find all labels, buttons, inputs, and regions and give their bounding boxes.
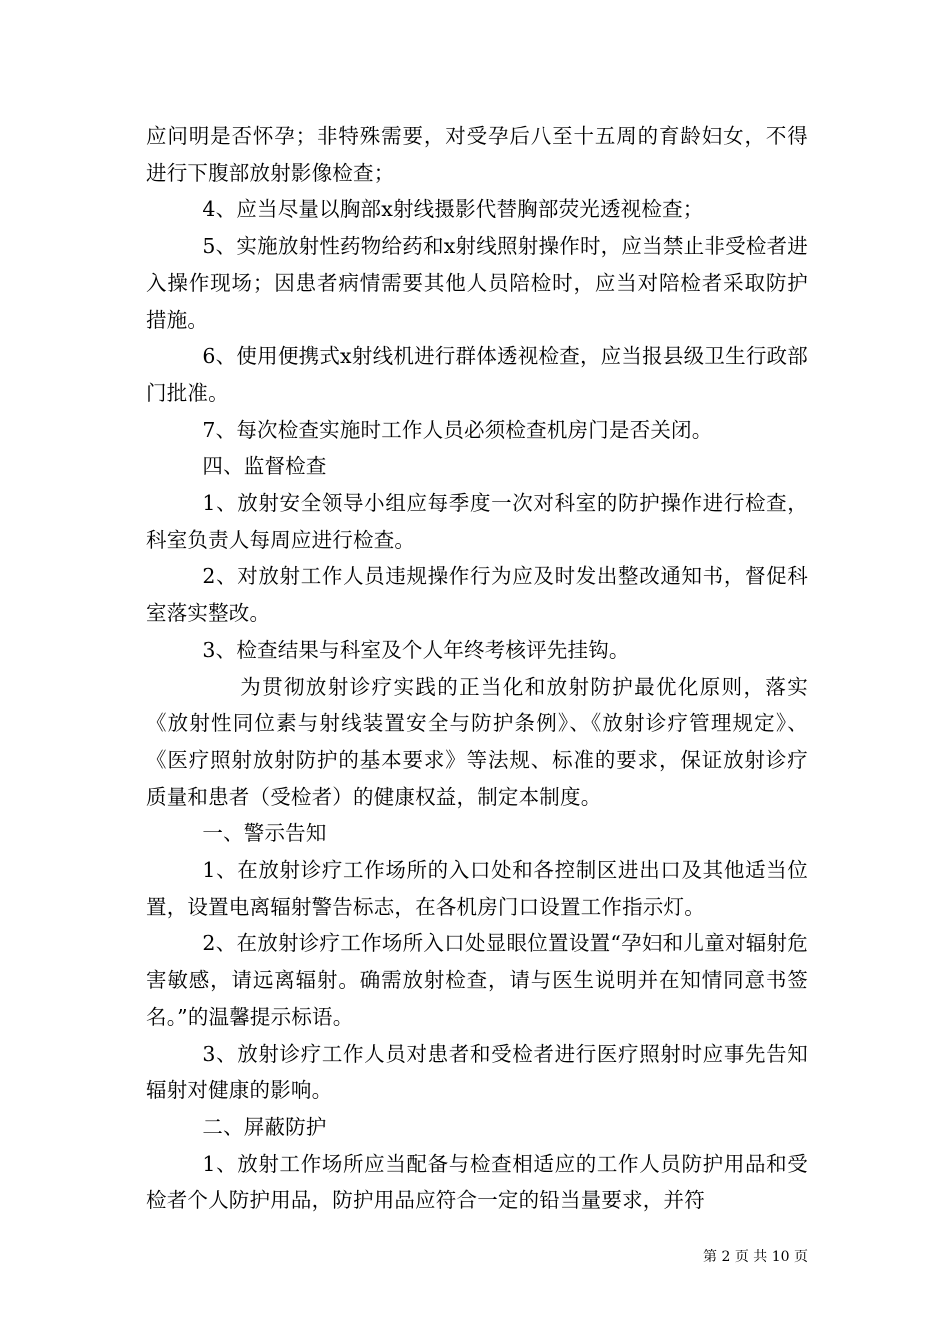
- paragraph-intro: 为贯彻放射诊疗实践的正当化和放射防护最优化原则，落实《放射性同位素与射线装置安全与防护条例》、《放射诊疗管理规定》、《医疗照射放射防护的基本要求》等法规、标准的要求，保证放射诊疗质量和患者（受检者）的健康权益，制定本制度。: [146, 674, 808, 809]
- paragraph-supervision-2: 2、对放射工作人员违规操作行为应及时发出整改通知书，督促科室落实整改。: [146, 564, 808, 626]
- paragraph-pregnancy-inquiry: 应问明是否怀孕；非特殊需要，对受孕后八至十五周的育龄妇女，不得进行下腹部放射影像检查；: [146, 124, 808, 185]
- paragraph-shielding-1: 1、放射工作场所应当配备与检查相适应的工作人员防护用品和受检者个人防护用品，防护用品应符合一定的铅当量要求，并符: [146, 1151, 808, 1213]
- paragraph-item-6: 6、使用便携式x射线机进行群体透视检查，应当报县级卫生行政部门批准。: [146, 344, 808, 405]
- section-heading-warning: 一、警示告知: [202, 821, 327, 846]
- paragraph-item-5: 5、实施放射性药物给药和x射线照射操作时，应当禁止非受检者进入操作现场；因患者病情需要其他人员陪检时，应当对陪检者采取防护措施。: [146, 234, 808, 332]
- paragraph-warning-3: 3、放射诊疗工作人员对患者和受检者进行医疗照射时应事先告知辐射对健康的影响。: [146, 1041, 808, 1103]
- paragraph-supervision-3: 3、检查结果与科室及个人年终考核评先挂钩。: [202, 637, 630, 662]
- section-heading-shielding: 二、屏蔽防护: [202, 1114, 327, 1139]
- paragraph-warning-2: 2、在放射诊疗工作场所入口处显眼位置设置“孕妇和儿童对辐射危害敏感，请远离辐射。确需放射检查，请与医生说明并在知情同意书签名。”的温馨提示标语。: [146, 931, 808, 1029]
- paragraph-item-4: 4、应当尽量以胸部x射线摄影代替胸部荧光透视检查；: [202, 197, 704, 222]
- page-number-footer: 第 2 页 共 10 页: [703, 1249, 808, 1265]
- section-heading-supervision: 四、监督检查: [202, 454, 327, 479]
- document-body: [146, 118, 808, 1219]
- paragraph-warning-1: 1、在放射诊疗工作场所的入口处和各控制区进出口及其他适当位置，设置电离辐射警告标志，在各机房门口设置工作指示灯。: [146, 858, 808, 919]
- paragraph-item-7: 7、每次检查实施时工作人员必须检查机房门是否关闭。: [202, 417, 713, 442]
- paragraph-supervision-1: 1、放射安全领导小组应每季度一次对科室的防护操作进行检查，科室负责人每周应进行检查。: [146, 491, 808, 552]
